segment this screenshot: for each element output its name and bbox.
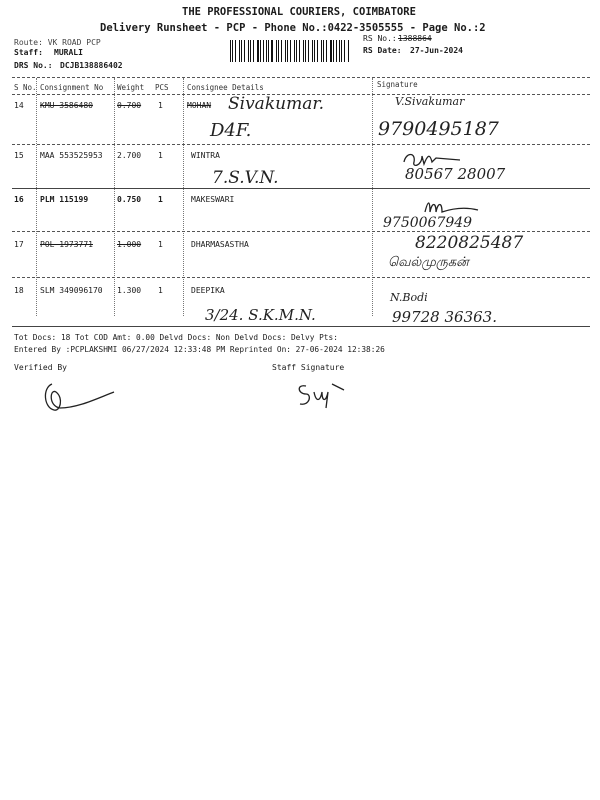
row-consignment: KMU 3586480 (40, 101, 93, 110)
staff-signature (292, 378, 352, 410)
col-divider (372, 78, 373, 316)
row-pcs: 1 (158, 195, 163, 204)
handwritten-name: Sivakumar. (228, 94, 324, 114)
table-bottom-rule (12, 326, 590, 327)
header-top-rule (12, 77, 590, 78)
col-divider (36, 78, 37, 316)
col-weight: Weight (117, 83, 145, 92)
col-signature: Signature (377, 80, 418, 89)
row-consignee: DEEPIKA (191, 286, 225, 295)
row-pcs: 1 (158, 151, 163, 160)
verifier-signature (38, 378, 118, 418)
row-consignment: POL 1973771 (40, 240, 93, 249)
signature-name: N.Bodi (390, 291, 428, 304)
row-sno: 16 (14, 195, 24, 204)
row-sno: 17 (14, 240, 24, 249)
rs-number: 1388864 (398, 34, 432, 43)
row-consignment: MAA 553525953 (40, 151, 103, 160)
row-consignee: DHARMASASTHA (191, 240, 249, 249)
staff-label: Staff: (14, 48, 43, 57)
signature-phone: 8220825487 (415, 233, 524, 253)
handwritten-address: D4F. (210, 120, 252, 141)
signature-phone: 80567 28007 (405, 165, 506, 183)
signature-phone: 99728 36363. (392, 308, 497, 326)
entered-by-line: Entered By :PCPLAKSHMI 06/27/2024 12:33:48 PM Reprinted On: 27-06-2024 12:38:26 (14, 345, 385, 354)
row-weight: 2.700 (117, 151, 142, 160)
staff-signature-label: Staff Signature (272, 363, 345, 372)
row-sno: 18 (14, 286, 24, 295)
drs-number: DCJB138886402 (60, 61, 123, 70)
row-divider (12, 231, 590, 232)
runsheet-subtitle: Delivery Runsheet - PCP - Phone No.:0422-3505555 - Page No.:2 (100, 22, 486, 34)
row-consignee: MOHAN (187, 101, 212, 110)
row-pcs: 1 (158, 101, 163, 110)
verified-by-label: Verified By (14, 363, 67, 372)
row-consignment: SLM 349096170 (40, 286, 103, 295)
row-consignment: PLM 115199 (40, 195, 89, 204)
barcode (230, 40, 350, 62)
signature-name: வெல்முருகன் (388, 255, 469, 270)
signature-phone: 9790495187 (378, 118, 499, 140)
totals-line: Tot Docs: 18 Tot COD Amt: 0.00 Delvd Docs: Non Delvd Docs: Delvy Pts: (14, 333, 338, 342)
row-consignee: MAKESWARI (191, 195, 235, 204)
row-pcs: 1 (158, 286, 163, 295)
rs-no-label: RS No.: (363, 34, 397, 43)
col-pcs: PCS (155, 83, 169, 92)
row-divider (12, 144, 590, 145)
signature-phone: 9750067949 (383, 215, 473, 231)
company-title: THE PROFESSIONAL COURIERS, COIMBATORE (182, 6, 416, 18)
col-divider (114, 78, 115, 316)
col-sno: S No. (14, 83, 37, 92)
row-divider (12, 277, 590, 278)
row-sno: 14 (14, 101, 24, 110)
row-weight: 0.700 (117, 101, 142, 110)
row-sno: 15 (14, 151, 24, 160)
col-consignment: Consignment No (40, 83, 104, 92)
row-weight: 0.750 (117, 195, 142, 204)
row-pcs: 1 (158, 240, 163, 249)
rs-date: 27-Jun-2024 (410, 46, 463, 55)
handwritten-address: 7.S.V.N. (212, 168, 279, 188)
row-weight: 1.300 (117, 286, 142, 295)
drs-label: DRS No.: (14, 61, 53, 70)
signature-name: V.Sivakumar (395, 95, 465, 108)
row-weight: 1.000 (117, 240, 142, 249)
rs-date-label: RS Date: (363, 46, 402, 55)
col-consignee: Consignee Details (187, 83, 264, 92)
staff-name: MURALI (54, 48, 83, 57)
handwritten-address: 3/24. S.K.M.N. (205, 306, 316, 324)
col-divider (183, 78, 184, 316)
route-label: Route: VK ROAD PCP (14, 38, 101, 47)
row-consignee: WINTRA (191, 151, 220, 160)
row-divider (12, 188, 590, 189)
